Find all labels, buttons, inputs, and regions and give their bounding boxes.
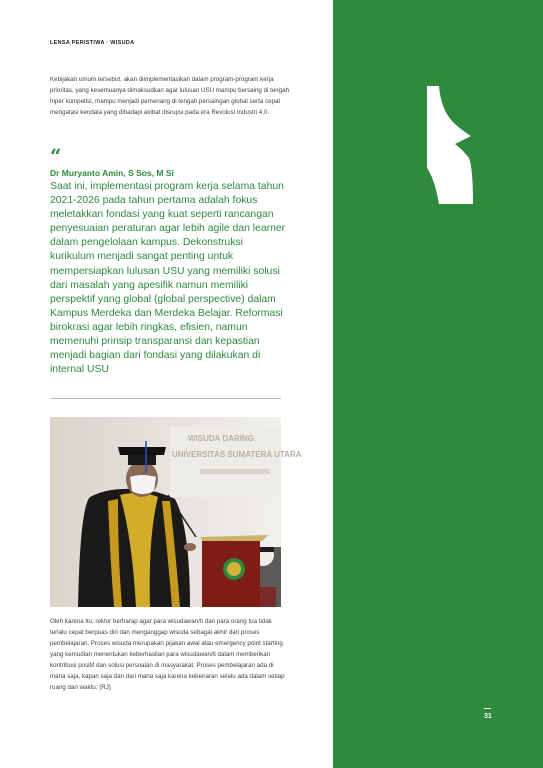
rector-speech-photo xyxy=(50,417,302,607)
quote-speaker: Dr Muryanto Amin, S Sos, M Si xyxy=(50,168,174,178)
intro-paragraph: Kebijakan umum tersebut, akan diimplementasikan dalam program-program kerja prioritas, yang kesemuanya dimaksudkan agar lulusan USU mampu bersaing di tengah hiper kompetisi, mampu menjadi pemenang di tengah persaingan global serta cepat mengatasi kendala yang dihadapi akibat disrupsi pada era Revolusi Industri 4.0. xyxy=(50,76,290,116)
pull-quote: Saat ini, implementasi program kerja selama tahun 2021-2026 pada tahun pertama adalah fokus meletakkan fondasi yang kuat seperti rancangan penyesuaian peraturan agar lebih agile dan learner dalam pengelolaan kampus. Dekonstruksi kurikulum menjadi sangat penting untuk mempersiapkan lulusan USU yang memiliki solusi dari masalah yang apesifik namun memiliki perspektif yang global (global perspective) dalam Kampus Merdeka dan Merdeka Belajar. Reformasi birokrasi agar lebih ringkas, efisien, namun memenuhi prinsip transparansi dan kepastian menjadi bagian dari fondasi yang dilakukan di internal USU xyxy=(50,181,286,376)
divider xyxy=(50,398,281,399)
quote-mark-icon: “ xyxy=(50,144,62,168)
photo-illustration xyxy=(50,417,302,607)
university-logo-icon xyxy=(427,86,473,204)
page-number-block xyxy=(484,708,496,720)
body-paragraph: Oleh karena itu, rektor berharap agar para wisudawan/ti dan para orang tua tidak terlalu cepat berpuas diri dan menganggap wisuda sebagai akhir dari proses pembelajaran. Proses wisuda merupakan pijakan awal atau emergency point starting yang kemudian menentukan keberhasilan para wisudawan/ti dalam memberikan kontribusi positif dan solusi persoalan di masyarakat. Proses pembelajaran ada di mana saja, kapan saja dan dari mana saja karena kebenaran selalu ada dalam setiap ruang dan waktu. (RJ) xyxy=(50,618,285,691)
page-number: 31 xyxy=(484,713,492,720)
section-header: LENSA PERISTIWA · WISUDA xyxy=(50,40,135,46)
banner-text-1: WISUDA DARING xyxy=(188,434,254,443)
banner-text-2: UNIVERSITAS SUMATERA UTARA xyxy=(172,450,302,459)
page-number-rule xyxy=(484,708,491,709)
